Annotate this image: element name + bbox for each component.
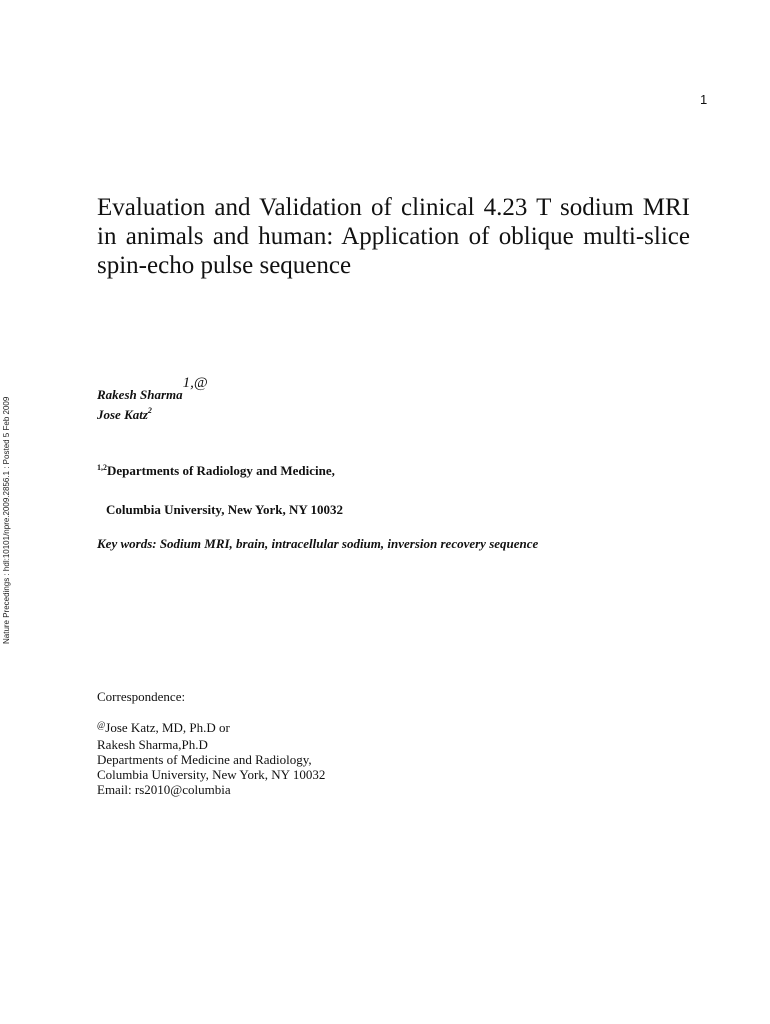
author-2 <box>97 405 208 427</box>
correspondence-line: Rakesh Sharma,Ph.D <box>97 737 208 752</box>
correspondence-heading: Correspondence: <box>97 689 186 704</box>
department-text: Departments of Radiology and Medicine, <box>107 463 335 478</box>
page-number: 1 <box>700 92 708 107</box>
correspondence-line: Departments of Medicine and Radiology, <box>97 752 312 767</box>
author-1 <box>97 375 208 405</box>
correspondence-mark: @ <box>97 720 106 730</box>
correspondence-email[interactable]: Email: rs2010@columbia <box>97 782 231 797</box>
author-affiliation-mark: 1,@ <box>182 375 208 391</box>
preprint-stamp: Nature Precedings : hdl:10101/npre.2009.2856.1 : Posted 5 Feb 2009 <box>2 396 11 644</box>
author-name: Jose Katz <box>97 407 148 422</box>
author-name: Rakesh Sharma <box>97 387 183 402</box>
correspondence-line: @Jose Katz, MD, Ph.D or <box>97 720 230 735</box>
affiliation-mark: 1,2 <box>97 463 107 472</box>
correspondence-block <box>97 720 325 797</box>
paper-title: Evaluation and Validation of clinical 4.23 T sodium MRI in animals and human: Application of oblique multi-slice spin-echo pulse sequence <box>97 194 690 279</box>
keywords: Key words: Sodium MRI, brain, intracellular sodium, inversion recovery sequence <box>97 536 539 551</box>
affiliation-address: Columbia University, New York, NY 10032 <box>106 502 344 517</box>
correspondence-line: Columbia University, New York, NY 10032 <box>97 767 326 782</box>
affiliation-department <box>97 463 335 479</box>
author-affiliation-mark: 2 <box>147 406 152 415</box>
author-list <box>97 375 208 427</box>
